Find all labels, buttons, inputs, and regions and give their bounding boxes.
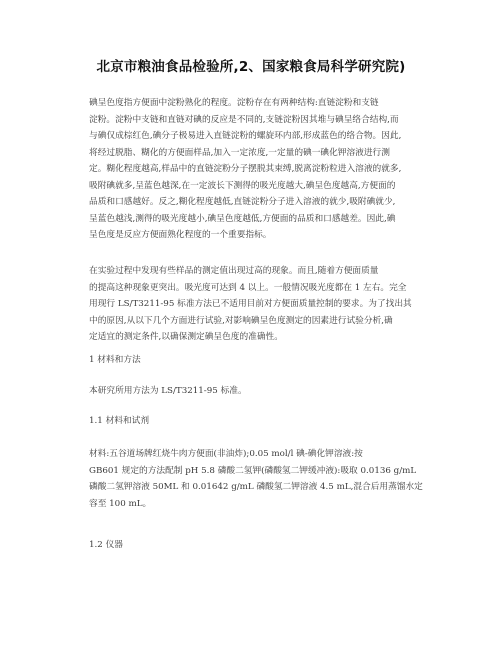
paragraph-line: 淀粉。淀粉中支链和直链对碘的反应是不同的,支链淀粉因其堆与碘呈络合结构,而: [89, 114, 399, 125]
subsection-heading-instruments: 1.2 仪器: [89, 540, 123, 550]
paragraph-line: GB601 规定的方法配制 pH 5.8 磷酸二氢钾(磷酸氢二钾缓冲液):吸取 0.0136 g/mL: [89, 465, 417, 476]
paragraph-line: 用现行 LS/T3211-95 标准方法已不适用目前对方便面质量控制的要求。为了找出其: [89, 299, 412, 309]
subsection-heading-materials-reagents: 1.1 材料和试剂: [89, 416, 150, 426]
paragraph-materials: [89, 446, 432, 512]
paragraph-line: 碘呈色度指方便面中淀粉熟化的程度。淀粉存在有两种结构:直链淀粉和支链: [89, 98, 379, 108]
paragraph-line: 中的原因,从以下几个方面进行试验,对影响碘呈色度测定的因素进行试验分析,确: [89, 315, 393, 326]
paragraph-line: 品质和口感越好。反之,糊化程度越低,直链淀粉分子进入溶液的就少,吸附碘就少,: [89, 197, 396, 207]
paragraph-line: 吸附碘就多,呈蓝色越深,在一定波长下测得的吸光度越大,碘呈色度越高,方便面的: [89, 180, 396, 191]
section-heading-materials-methods: 1 材料和方法: [89, 355, 141, 365]
document-title: 北京市粮油食品检验所,2、国家粮食局科学研究院): [96, 59, 406, 75]
paragraph-line: 容至 100 mL。: [89, 498, 152, 509]
paragraph-line: 材料:五谷道场牌红烧牛肉方便面(非油炸);0.05 mol/l 碘-碘化钾溶液:按: [89, 449, 363, 459]
paragraph-line: 将经过脱脂、糊化的方便面样品,加入一定浓度,一定量的碘一碘化钾溶液进行测: [89, 147, 390, 158]
section-text-method-standard: 本研究所用方法为 LS/T3211-95 标准。: [89, 386, 247, 396]
paragraph-line: 在实验过程中发现有些样品的测定值出现过高的现象。而且,随着方便面质量: [89, 266, 379, 276]
paragraph-iodine-color-definition: [89, 95, 432, 244]
paragraph-line: 定。糊化程度越高,样品中的直链淀粉分子摆脱其束缚,脱离淀粉粒进入溶液的就多,: [89, 164, 402, 174]
paragraph-line: 磷酸二氢钾溶液 50ML 和 0.01642 g/mL 磷酸氢二钾溶液 4.5 mL,混合后用蒸馏水定: [89, 482, 423, 492]
paragraph-line: 呈色度是反应方便面熟化程度的一个重要指标。: [89, 230, 272, 240]
paragraph-line: 与碘仅成棕红色,碘分子极易进入直链淀粉的螺旋环内部,形成蓝色的络合物。因此,: [89, 131, 402, 141]
paragraph-line: 的提高这种现象更突出。吸光度可达到 4 以上。一般情况吸光度都在 1 左右。完全: [89, 282, 407, 293]
paragraph-line: 呈蓝色越浅,测得的吸光度越小,碘呈色度越低,方便面的品质和口感越差。因此,碘: [89, 213, 396, 224]
paragraph-line: 定适宜的测定条件,以确保测定碘呈色度的准确性。: [89, 332, 283, 342]
paragraph-experiment-findings: [89, 263, 432, 346]
